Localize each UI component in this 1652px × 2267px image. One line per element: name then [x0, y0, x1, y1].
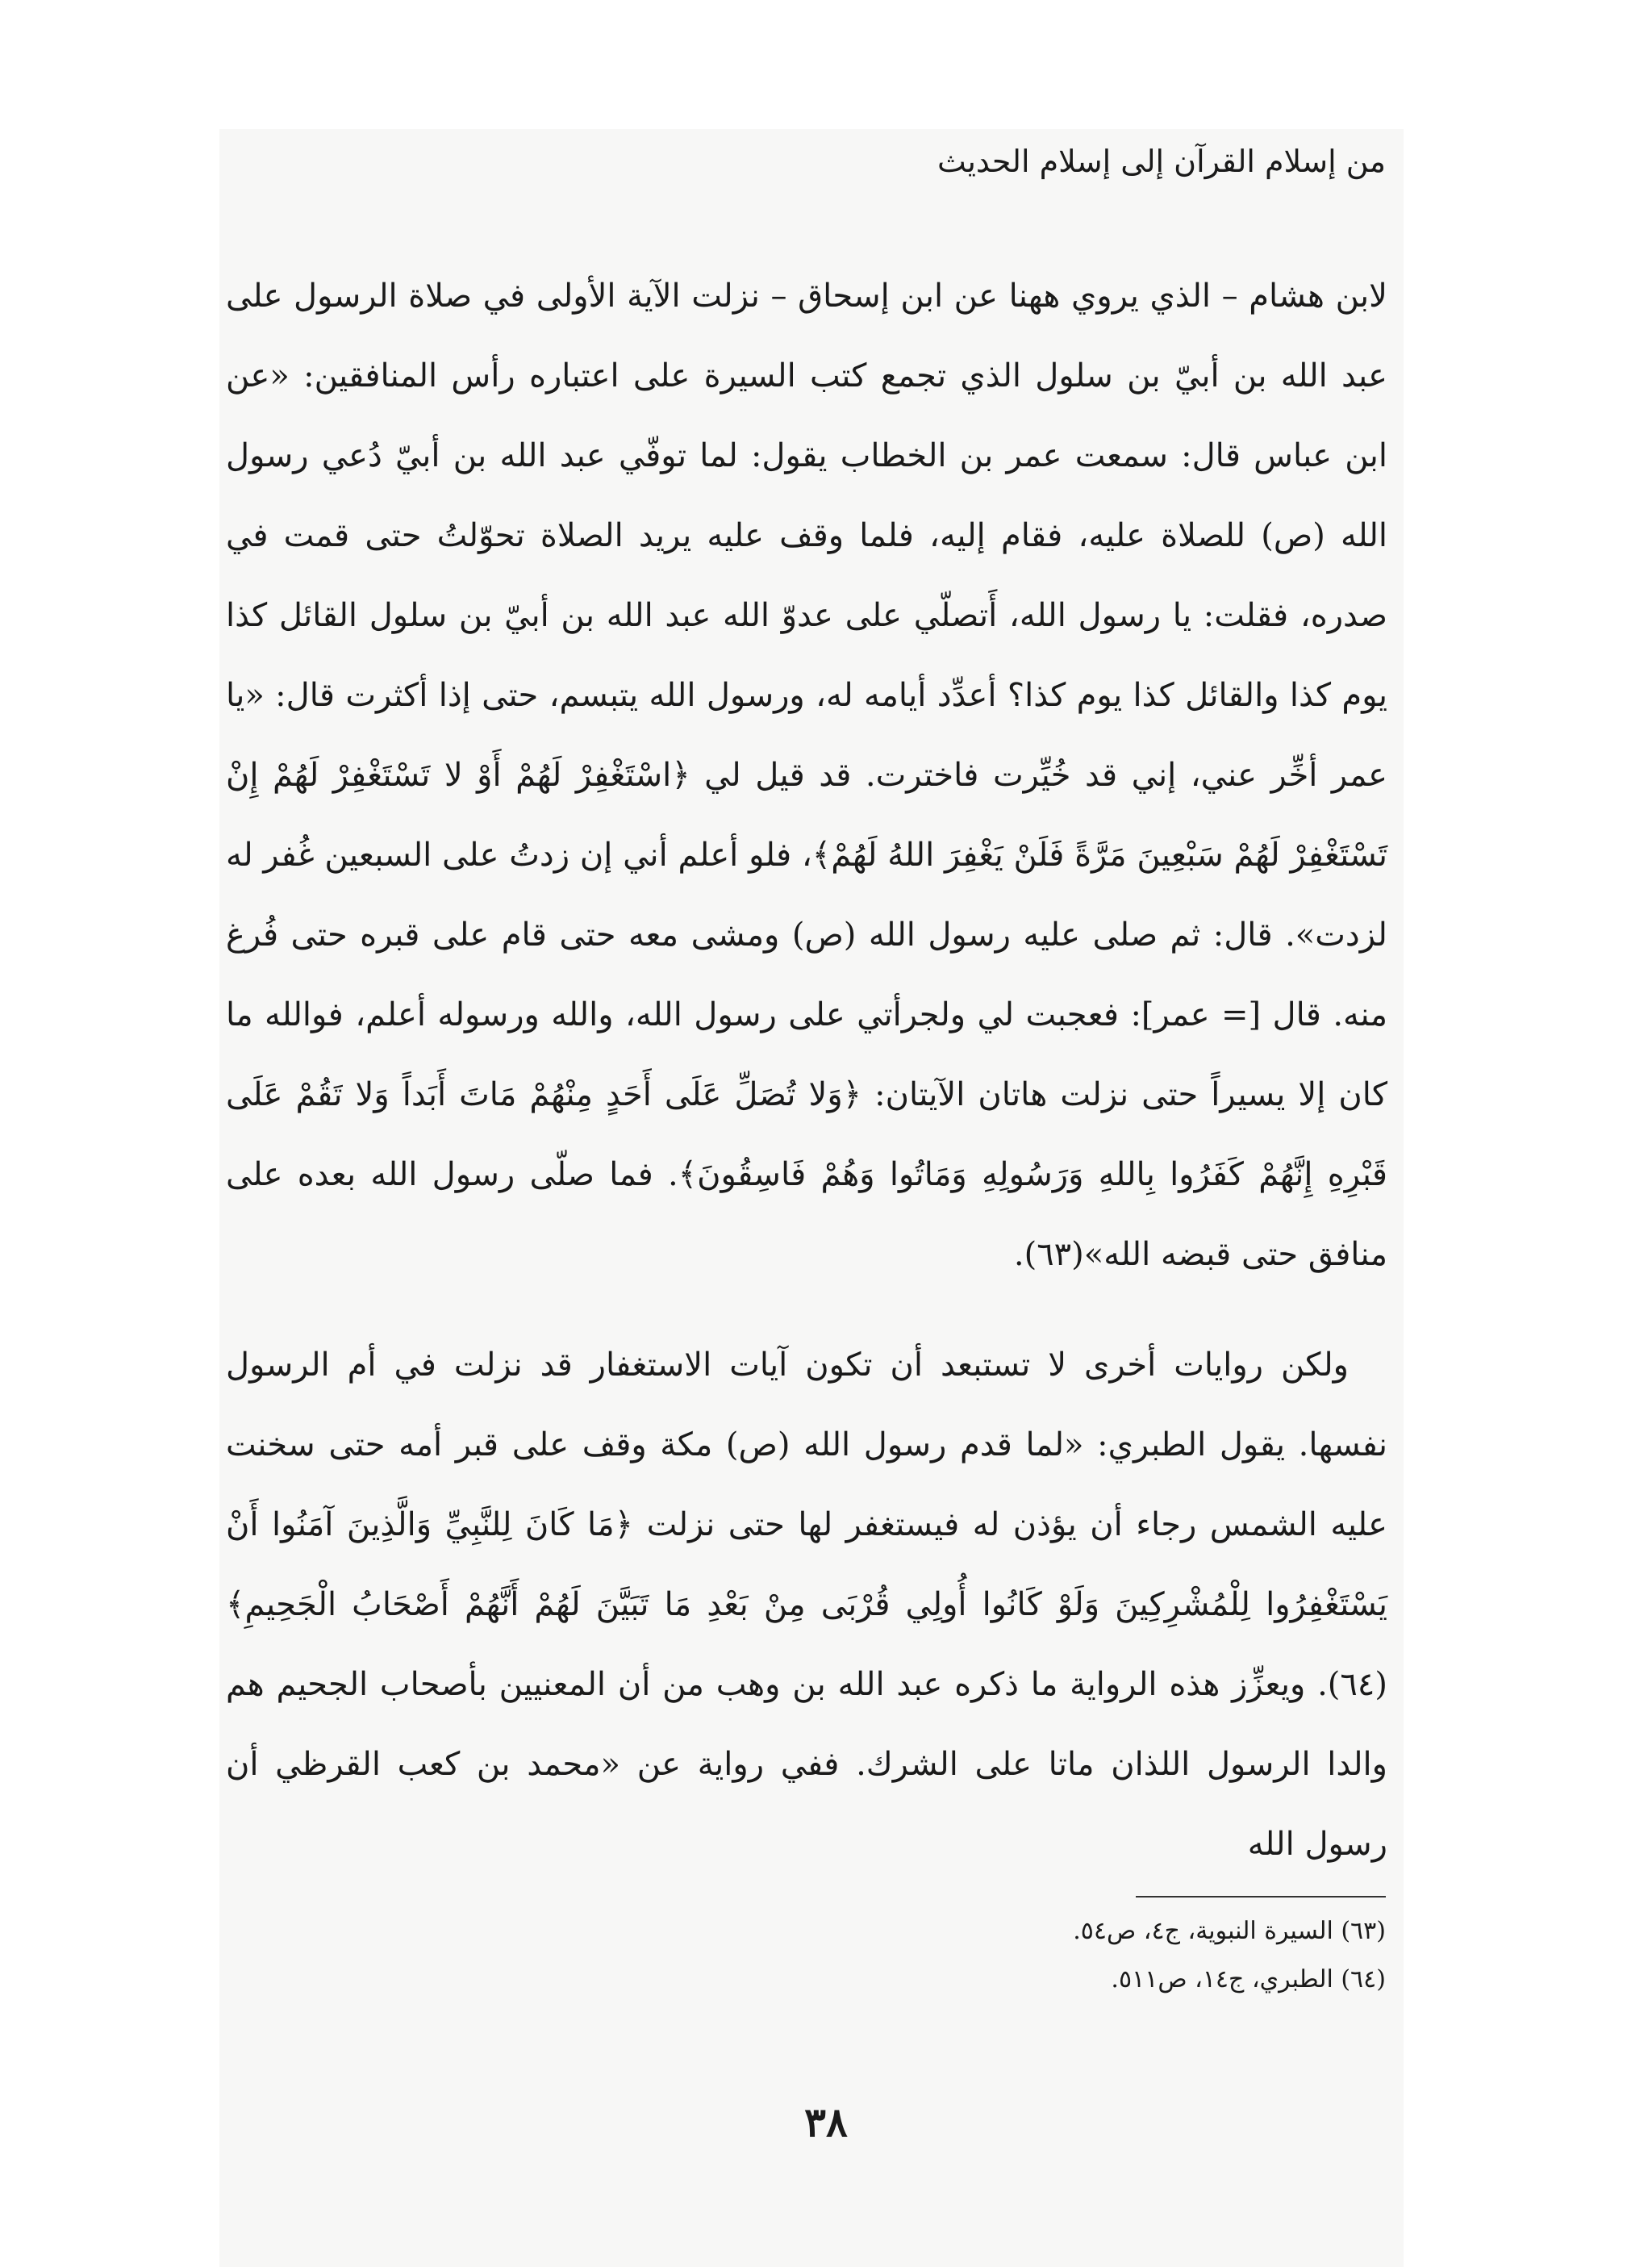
body-paragraph: لابن هشام – الذي يروي ههنا عن ابن إسحاق – نزلت الآية الأولى في صلاة الرسول على عبد الله بن أبيّ بن سلول الذي تجمع كتب السيرة على اعتباره رأس المنافقين: «عن ابن عباس قال: سمعت عمر بن الخطاب يقول: لما توفّي عبد الله بن أبيّ دُعي رسول الله (ص) للصلاة عليه، فقام إليه، فلما وقف عليه يريد الصلاة تحوّلتُ حتى قمت في صدره، فقلت: يا رسول الله، أَتصلّي على عدوّ الله عبد الله بن أبيّ بن سلول القائل كذا يوم كذا والقائل كذا يوم كذا؟ أعدِّد أيامه له، ورسول الله يتبسم، حتى إذا أكثرت قال: «يا عمر أخِّر عني، إني قد خُيِّرت فاخترت. قد قيل لي ﴿اسْتَغْفِرْ لَهُمْ أَوْ لا تَسْتَغْفِرْ لَهُمْ إِنْ تَسْتَغْفِرْ لَهُمْ سَبْعِينَ مَرَّةً فَلَنْ يَغْفِرَ اللهُ لَهُمْ﴾، فلو أعلم أني إن زدتُ على السبعين غُفر له لزدت». قال: ثم صلى عليه رسول الله (ص) ومشى معه حتى قام على قبره حتى فُرغ منه. قال [= عمر]: فعجبت لي ولجرأتي على رسول الله، والله ورسوله أعلم، فوالله ما كان إلا يسيراً حتى نزلت هاتان الآيتان: ﴿وَلا تُصَلِّ عَلَى أَحَدٍ مِنْهُمْ مَاتَ أَبَداً وَلا تَقُمْ عَلَى قَبْرِهِ إِنَّهُمْ كَفَرُوا بِاللهِ وَرَسُولِهِ وَمَاتُوا وَهُمْ فَاسِقُونَ﴾. فما صلّى رسول الله بعده على منافق حتى قبضه الله»(٦٣). — [226, 278, 1387, 1273]
running-header-title: من إسلام القرآن إلى إسلام الحديث — [937, 144, 1386, 179]
main-text — [226, 257, 1387, 1885]
footnotes — [579, 1907, 1386, 2004]
page-number: ٣٨ — [804, 2098, 848, 2146]
footnote: (٦٣) السيرة النبوية، ج٤، ص٥٤. — [1073, 1917, 1386, 1945]
body-paragraph-text: ولكن روايات أخرى لا تستبعد أن تكون آيات الاستغفار قد نزلت في أم الرسول نفسها. يقول الطبري: «لما قدم رسول الله (ص) مكة وقف على قبر أمه حتى سخنت عليه الشمس رجاء أن يؤذن له فيستغفر لها حتى نزلت ﴿مَا كَانَ لِلنَّبِيِّ وَالَّذِينَ آمَنُوا أَنْ يَسْتَغْفِرُوا لِلْمُشْرِكِينَ وَلَوْ كَانُوا أُولِي قُرْبَى مِنْ بَعْدِ مَا تَبَيَّنَ لَهُمْ أَنَّهُمْ أَصْحَابُ الْجَحِيمِ﴾(٦٤). ويعزِّز هذه الرواية ما ذكره عبد الله بن وهب من أن المعنيين بأصحاب الجحيم هم والدا الرسول اللذان ماتا على الشرك. ففي رواية عن «محمد بن كعب القرظي أن رسول الله — [226, 1346, 1387, 1863]
body-paragraph — [226, 1326, 1387, 1885]
footnote: (٦٤) الطبري، ج١٤، ص٥١١. — [1111, 1965, 1386, 1994]
footnote-divider — [1136, 1896, 1386, 1898]
